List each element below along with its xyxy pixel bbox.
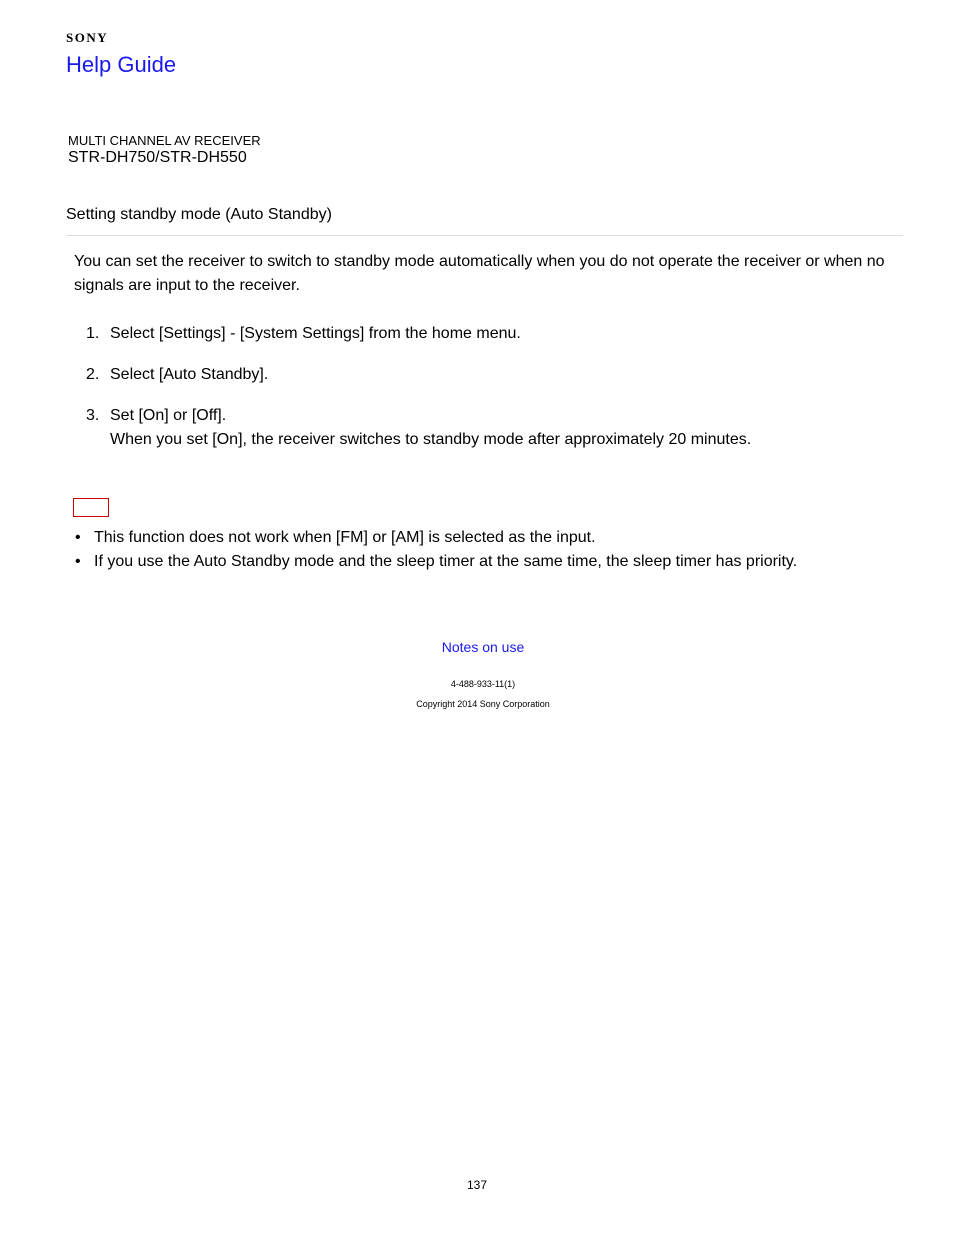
steps-list (74, 322, 894, 452)
page-title: Setting standby mode (Auto Standby) (66, 206, 332, 223)
step-item (74, 404, 894, 452)
step-number: 2. (86, 366, 100, 383)
notes-list (74, 526, 900, 574)
note-item (74, 550, 900, 574)
step-number: 3. (86, 407, 100, 424)
model-name: STR-DH750/STR-DH550 (68, 149, 247, 166)
copyright: Copyright 2014 Sony Corporation (416, 699, 550, 709)
step-item (74, 363, 894, 387)
step-text: Select [Settings] - [System Settings] from the home menu. (110, 325, 521, 342)
note-text: This function does not work when [FM] or [AM] is selected as the input. (94, 529, 596, 546)
step-detail: When you set [On], the receiver switches to standby mode after approximately 20 minutes. (110, 431, 752, 448)
document-number: 4-488-933-11(1) (450, 679, 516, 689)
sony-logo: SONY (66, 30, 109, 45)
note-text: If you use the Auto Standby mode and the sleep timer at the same time, the sleep timer has priority. (94, 553, 798, 570)
bullet-icon: • (75, 529, 81, 546)
product-category: MULTI CHANNEL AV RECEIVER (68, 133, 261, 148)
help-guide-link[interactable]: Help Guide (66, 52, 177, 77)
note-item (74, 526, 900, 550)
intro-paragraph: You can set the receiver to switch to standby mode automatically when you do not operate the receiver or when no signals are input to the receiver. (74, 253, 885, 294)
step-item (74, 322, 894, 346)
step-text: Set [On] or [Off]. (110, 407, 227, 424)
title-divider (66, 235, 903, 236)
step-number: 1. (86, 325, 100, 342)
bullet-icon: • (75, 553, 81, 570)
notes-on-use-link[interactable]: Notes on use (441, 639, 525, 655)
page-number: 137 (466, 1178, 488, 1192)
step-text: Select [Auto Standby]. (110, 366, 269, 383)
note-label-box (73, 498, 109, 517)
